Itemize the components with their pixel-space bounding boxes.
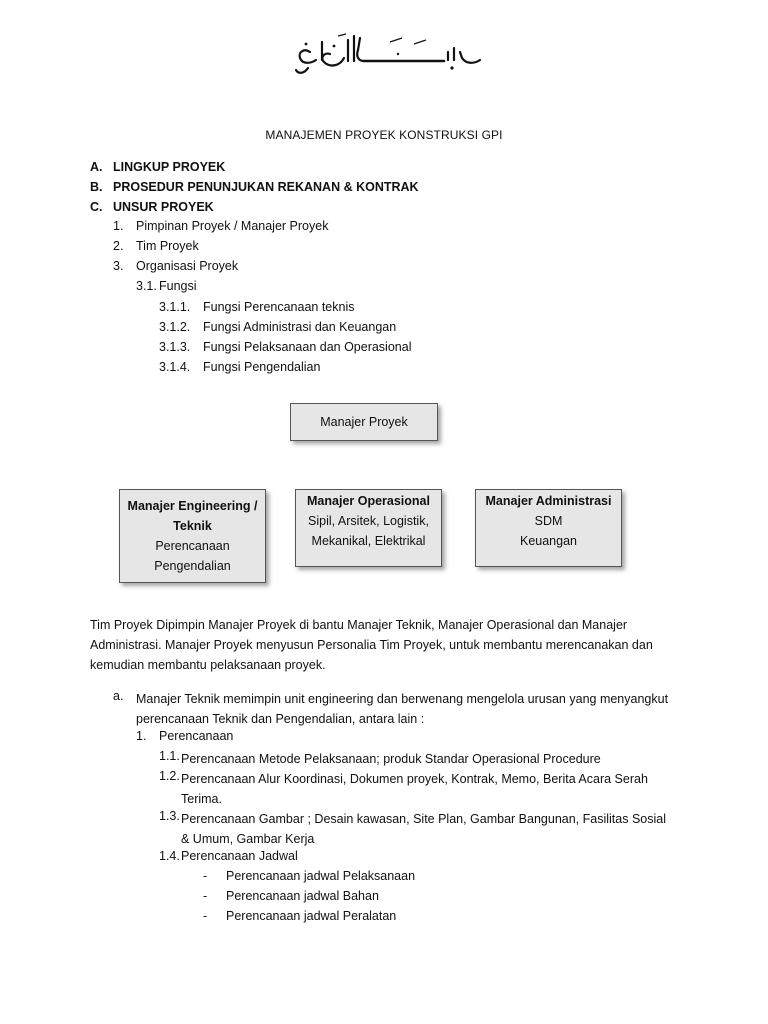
document-title: MANAJEMEN PROYEK KONSTRUKSI GPI <box>265 128 503 142</box>
dash-item-3: Perencanaan jadwal Peralatan <box>226 909 397 923</box>
org-engineering-line-2: Pengendalian <box>154 559 231 573</box>
org-engineering-title-1: Manajer Engineering / <box>127 499 258 513</box>
org-administrasi-line-2: Keuangan <box>519 534 577 548</box>
org-box-manajer-proyek <box>290 403 438 441</box>
unsur-1-marker: 1. <box>113 219 124 233</box>
fungsi-label: Fungsi <box>159 279 197 293</box>
fungsi-1-label: Fungsi Perencanaan teknis <box>203 300 355 314</box>
basmala-calligraphy-graphic <box>294 30 484 76</box>
org-administrasi-line-1: SDM <box>534 514 563 528</box>
item-a-text: Manajer Teknik memimpin unit engineering dan berwenang mengelola urusan yang menyangkut perencanaan Teknik dan Pengendalian, antara lain : <box>136 692 669 726</box>
org-administrasi-title: Manajer Administrasi <box>485 494 612 508</box>
org-box-manajer-proyek-label: Manajer Proyek <box>320 415 408 429</box>
sub-1-3-marker: 1.3. <box>159 809 180 823</box>
sub-1-3-text: Perencanaan Gambar ; Desain kawasan, Site Plan, Gambar Bangunan, Fasilitas Sosial & Umum, Gambar Kerja <box>181 812 666 846</box>
item-1-marker: 1. <box>136 729 147 743</box>
org-box-manajer-administrasi <box>475 489 622 567</box>
dash-item-2: Perencanaan jadwal Bahan <box>226 889 379 903</box>
sub-1-1-marker: 1.1. <box>159 749 180 763</box>
org-box-manajer-engineering <box>119 489 266 583</box>
org-operasional-title: Manajer Operasional <box>307 494 430 508</box>
section-b-label: PROSEDUR PENUNJUKAN REKANAN & KONTRAK <box>113 180 419 194</box>
org-box-manajer-operasional <box>295 489 442 567</box>
dash-marker-3: - <box>203 909 208 923</box>
fungsi-3-marker: 3.1.3. <box>159 340 191 354</box>
fungsi-4-label: Fungsi Pengendalian <box>203 360 321 374</box>
org-operasional-line-2: Mekanikal, Elektrikal <box>311 534 426 548</box>
unsur-2-label: Tim Proyek <box>136 239 199 253</box>
org-operasional-line-1: Sipil, Arsitek, Logistik, <box>308 514 429 528</box>
sub-1-1-text: Perencanaan Metode Pelaksanaan; produk Standar Operasional Procedure <box>181 752 601 766</box>
unsur-3-label: Organisasi Proyek <box>136 259 239 273</box>
org-engineering-line-1: Perencanaan <box>155 539 230 553</box>
section-c-marker: C. <box>90 200 103 214</box>
fungsi-marker: 3.1. <box>136 279 157 293</box>
item-a-marker: a. <box>113 689 124 703</box>
fungsi-4-marker: 3.1.4. <box>159 360 191 374</box>
fungsi-2-label: Fungsi Administrasi dan Keuangan <box>203 320 397 334</box>
unsur-1-label: Pimpinan Proyek / Manajer Proyek <box>136 219 329 233</box>
body-paragraph: Tim Proyek Dipimpin Manajer Proyek di bantu Manajer Teknik, Manajer Operasional dan Manajer Administrasi. Manajer Proyek menyusun Personalia Tim Proyek, untuk membantu merencanakan dan kemudian membantu pelaksanaan proyek. <box>90 618 653 672</box>
dash-marker-2: - <box>203 889 208 903</box>
sub-1-4-text: Perencanaan Jadwal <box>181 849 298 863</box>
sub-1-4-marker: 1.4. <box>159 849 180 863</box>
org-engineering-title-2: Teknik <box>173 519 212 533</box>
fungsi-2-marker: 3.1.2. <box>159 320 191 334</box>
sub-1-2-text: Perencanaan Alur Koordinasi, Dokumen proyek, Kontrak, Memo, Berita Acara Serah Terima. <box>181 772 648 806</box>
fungsi-1-marker: 3.1.1. <box>159 300 191 314</box>
section-a-label: LINGKUP PROYEK <box>113 160 226 174</box>
section-c-label: UNSUR PROYEK <box>113 200 214 214</box>
dash-item-1: Perencanaan jadwal Pelaksanaan <box>226 869 416 883</box>
unsur-2-marker: 2. <box>113 239 124 253</box>
item-1-label: Perencanaan <box>159 729 234 743</box>
dash-marker-1: - <box>203 869 208 883</box>
section-a-marker: A. <box>90 160 103 174</box>
section-b-marker: B. <box>90 180 103 194</box>
unsur-3-marker: 3. <box>113 259 124 273</box>
basmala-calligraphy <box>294 30 484 76</box>
fungsi-3-label: Fungsi Pelaksanaan dan Operasional <box>203 340 412 354</box>
sub-1-2-marker: 1.2. <box>159 769 180 783</box>
